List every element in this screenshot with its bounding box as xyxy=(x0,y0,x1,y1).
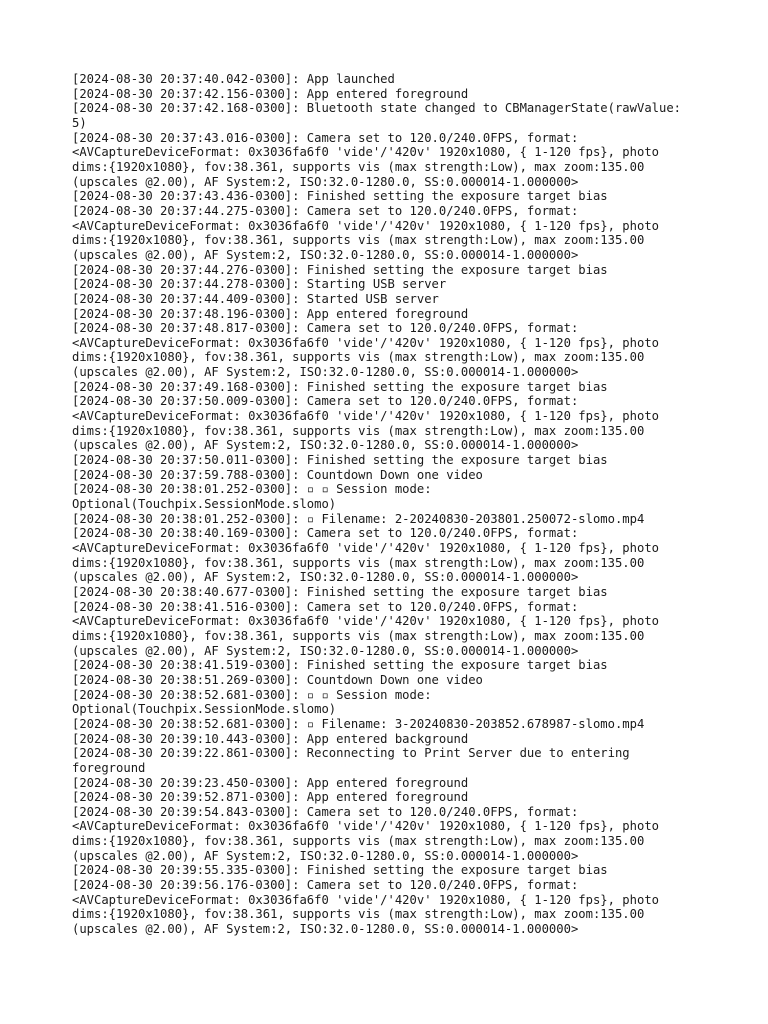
log-entry: [2024-08-30 20:39:55.335-0300]: Finished setting the exposure target bias xyxy=(72,863,608,878)
log-entry: [2024-08-30 20:37:48.817-0300]: Camera set to 120.0/240.0FPS, format: <AVCaptureDeviceFormat: 0x3036fa6f0 'vide'/'420v' 1920x1080, { 1-120 fps}, photo dims:{1920x1080}, fov:38.361, supports vis (max strength:Low), max zoom:135.00 (upscales @2.00), AF System:2, ISO:32.0-1280.0, SS:0.000014-1.000000> xyxy=(72,321,659,380)
log-entry: [2024-08-30 20:38:41.516-0300]: Camera set to 120.0/240.0FPS, format: <AVCaptureDeviceFormat: 0x3036fa6f0 'vide'/'420v' 1920x1080, { 1-120 fps}, photo dims:{1920x1080}, fov:38.361, supports vis (max strength:Low), max zoom:135.00 (upscales @2.00), AF System:2, ISO:32.0-1280.0, SS:0.000014-1.000000> xyxy=(72,599,659,658)
log-entry: [2024-08-30 20:39:22.861-0300]: Reconnecting to Print Server due to entering foreground xyxy=(72,746,630,775)
log-entry: [2024-08-30 20:39:54.843-0300]: Camera set to 120.0/240.0FPS, format: <AVCaptureDeviceFormat: 0x3036fa6f0 'vide'/'420v' 1920x1080, { 1-120 fps}, photo dims:{1920x1080}, fov:38.361, supports vis (max strength:Low), max zoom:135.00 (upscales @2.00), AF System:2, ISO:32.0-1280.0, SS:0.000014-1.000000> xyxy=(72,804,659,863)
log-entry: [2024-08-30 20:37:44.409-0300]: Started USB server xyxy=(72,291,439,306)
log-entry: [2024-08-30 20:38:41.519-0300]: Finished setting the exposure target bias xyxy=(72,658,608,673)
log-entry: [2024-08-30 20:37:40.042-0300]: App launched xyxy=(72,72,395,86)
log-entry: [2024-08-30 20:38:52.681-0300]: ▫ Filename: 3-20240830-203852.678987-slomo.mp4 xyxy=(72,716,645,731)
log-entry: [2024-08-30 20:38:40.169-0300]: Camera set to 120.0/240.0FPS, format: <AVCaptureDeviceFormat: 0x3036fa6f0 'vide'/'420v' 1920x1080, { 1-120 fps}, photo dims:{1920x1080}, fov:38.361, supports vis (max strength:Low), max zoom:135.00 (upscales @2.00), AF System:2, ISO:32.0-1280.0, SS:0.000014-1.000000> xyxy=(72,526,659,585)
log-entry: [2024-08-30 20:38:51.269-0300]: Countdown Down one video xyxy=(72,672,483,687)
log-document xyxy=(72,72,712,937)
log-entry: [2024-08-30 20:37:44.276-0300]: Finished setting the exposure target bias xyxy=(72,262,608,277)
log-entry: [2024-08-30 20:37:49.168-0300]: Finished setting the exposure target bias xyxy=(72,379,608,394)
log-entry: [2024-08-30 20:38:01.252-0300]: ▫ ▫ Session mode: Optional(Touchpix.SessionMode.slomo) xyxy=(72,482,432,512)
log-entry: [2024-08-30 20:37:50.009-0300]: Camera set to 120.0/240.0FPS, format: <AVCaptureDeviceFormat: 0x3036fa6f0 'vide'/'420v' 1920x1080, { 1-120 fps}, photo dims:{1920x1080}, fov:38.361, supports vis (max strength:Low), max zoom:135.00 (upscales @2.00), AF System:2, ISO:32.0-1280.0, SS:0.000014-1.000000> xyxy=(72,394,659,453)
log-entry: [2024-08-30 20:37:50.011-0300]: Finished setting the exposure target bias xyxy=(72,453,608,468)
log-entry: [2024-08-30 20:38:01.252-0300]: ▫ Filename: 2-20240830-203801.250072-slomo.mp4 xyxy=(72,511,645,526)
log-entry: [2024-08-30 20:39:56.176-0300]: Camera set to 120.0/240.0FPS, format: <AVCaptureDeviceFormat: 0x3036fa6f0 'vide'/'420v' 1920x1080, { 1-120 fps}, photo dims:{1920x1080}, fov:38.361, supports vis (max strength:Low), max zoom:135.00 (upscales @2.00), AF System:2, ISO:32.0-1280.0, SS:0.000014-1.000000> xyxy=(72,878,659,937)
log-entry: [2024-08-30 20:37:42.168-0300]: Bluetooth state changed to CBManagerState(rawValue: 5) xyxy=(72,101,682,130)
log-entry: [2024-08-30 20:37:48.196-0300]: App entered foreground xyxy=(72,306,469,321)
log-entry: [2024-08-30 20:37:59.788-0300]: Countdown Down one video xyxy=(72,467,483,482)
log-entry: [2024-08-30 20:37:43.016-0300]: Camera set to 120.0/240.0FPS, format: <AVCaptureDeviceFormat: 0x3036fa6f0 'vide'/'420v' 1920x1080, { 1-120 fps}, photo dims:{1920x1080}, fov:38.361, supports vis (max strength:Low), max zoom:135.00 (upscales @2.00), AF System:2, ISO:32.0-1280.0, SS:0.000014-1.000000> xyxy=(72,130,659,189)
log-entry: [2024-08-30 20:39:10.443-0300]: App entered background xyxy=(72,731,469,746)
log-entry: [2024-08-30 20:39:23.450-0300]: App entered foreground xyxy=(72,775,469,790)
log-entry: [2024-08-30 20:37:44.278-0300]: Starting USB server xyxy=(72,277,447,292)
log-entry: [2024-08-30 20:38:52.681-0300]: ▫ ▫ Session mode: Optional(Touchpix.SessionMode.slomo) xyxy=(72,687,432,717)
log-entry: [2024-08-30 20:37:44.275-0300]: Camera set to 120.0/240.0FPS, format: <AVCaptureDeviceFormat: 0x3036fa6f0 'vide'/'420v' 1920x1080, { 1-120 fps}, photo dims:{1920x1080}, fov:38.361, supports vis (max strength:Low), max zoom:135.00 (upscales @2.00), AF System:2, ISO:32.0-1280.0, SS:0.000014-1.000000> xyxy=(72,203,659,262)
log-entry: [2024-08-30 20:39:52.871-0300]: App entered foreground xyxy=(72,790,469,805)
log-entry: [2024-08-30 20:37:43.436-0300]: Finished setting the exposure target bias xyxy=(72,189,608,204)
log-entry: [2024-08-30 20:37:42.156-0300]: App entered foreground xyxy=(72,86,469,101)
log-entry: [2024-08-30 20:38:40.677-0300]: Finished setting the exposure target bias xyxy=(72,584,608,599)
